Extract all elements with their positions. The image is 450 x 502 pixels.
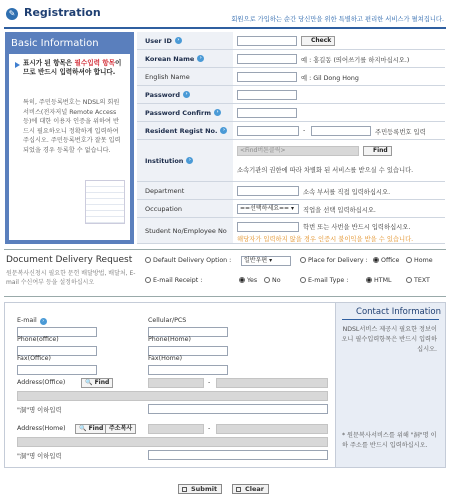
default-option-select[interactable]: 일반우편 ▾ [241,256,291,266]
department-hint: 소속 부서를 직접 입력하십시오. [303,189,391,196]
email-receipt-label: E-mail Receipt : [145,277,202,284]
office-zip-front-input[interactable] [148,378,204,388]
korean-name-input[interactable] [237,54,297,64]
student-no-hint: 학번 또는 사번을 반드시 입력하십시오. [303,224,411,231]
student-no-row [137,218,445,244]
divider [342,319,439,320]
office-zip-back-input[interactable] [216,378,328,388]
home-detail-label: "洞"명 이하입력 [17,453,62,460]
resident-no-hint: 주민등록번호 입력 [375,129,426,136]
place-home-radio[interactable]: Home [406,257,433,264]
student-no-input[interactable] [237,222,299,232]
checkbox-icon [236,487,241,492]
required-arrow-icon: › [220,127,227,134]
email-receipt-no-radio[interactable]: No [264,277,281,284]
email-receipt-yes-radio[interactable]: Yes [239,277,257,284]
required-arrow-icon: › [186,157,193,164]
required-arrow-icon: › [197,55,204,62]
occupation-select[interactable]: ==선택하세요== ▾ [237,204,299,214]
resident-no-front-input[interactable] [237,126,299,136]
resident-no-back-input[interactable] [311,126,371,136]
submit-button[interactable]: Submit [178,484,222,494]
email-type-label: E-mail Type : [300,277,348,284]
home-zip-front-input[interactable] [148,424,204,434]
english-name-input[interactable] [237,72,297,82]
password-label: Password [145,90,181,99]
korean-name-row [137,50,445,68]
address-home-label: Address(Home) [17,425,66,432]
password-input[interactable] [237,90,297,100]
password-confirm-input[interactable] [237,108,297,118]
basic-info-panel [5,32,134,244]
password-confirm-row [137,104,445,122]
page-title: Registration [24,6,101,19]
fax-home-input[interactable] [148,365,228,375]
institution-hint: 소속기관의 권한에 따라 차별화 된 서비스를 받으실 수 있습니다. [237,167,414,174]
page-tagline: 회원으로 가입하는 순간 당신만을 위한 특별하고 편리한 서비스가 펼쳐집니다. [231,16,444,23]
panel-body [9,54,130,240]
page-header [0,0,450,30]
institution-find-button[interactable]: Find [363,146,392,156]
occupation-row [137,200,445,218]
bullet-icon [300,257,306,263]
fax-office-label: Fax(Office) [17,355,51,362]
required-arrow-icon: › [183,91,190,98]
required-arrow-icon: › [175,37,182,44]
home-zip-back-input[interactable] [216,424,328,434]
bullet-icon [145,277,151,283]
fax-home-label: Fax(Home) [148,355,183,362]
email-type-text-radio[interactable]: TEXT [406,277,430,284]
user-id-row [137,32,445,50]
password-confirm-label: Password Confirm [145,108,211,117]
delivery-desc: 원문복사신청시 필요한 문헌 배달방법, 배달처, E-mail 수신여부 등을 설정하십시오 [6,270,136,286]
check-button[interactable]: Check [301,36,335,46]
contact-info-panel [335,303,445,467]
email-type-html-radio[interactable]: HTML [366,277,392,284]
home-detail-input[interactable] [148,450,328,460]
korean-name-hint: 예 : 홍길동 (띄어쓰기를 하지마십시오.) [301,57,410,64]
cellular-label: Cellular/PCS [148,317,187,324]
header-divider [4,27,446,29]
resident-no-label: Resident Regist No. [145,126,218,135]
resident-no-row [137,122,445,140]
phone-office-label: Phone(office) [17,336,59,343]
document-illustration-icon [85,180,125,224]
english-name-hint: 예 : Gil Dong Hong [301,75,359,82]
office-find-button[interactable]: 🔍 Find [81,378,113,388]
bullet-icon [145,257,151,263]
institution-label: Institution [145,156,184,165]
divider [4,249,446,250]
institution-input[interactable]: <Find버튼클릭> [237,146,359,156]
contact-section: E-mail › Cellular/PCS Phone(office) Phone(Home) Fax(Office) Fax(Home) Address(Office) 🔍 Find - "洞"명 이하입력 Address(Home) 🔍 Find 주소복사 - "洞"명 이하입력 Contact Information NDSL서비스 제공시 필요한 정보이오니 필수입력항목은 반드시 입력하십시오. * 원문복사서비스를 위해 "洞"명 이하 주소를 반드시 입력하십시오. [4,302,446,468]
student-no-label: Student No/Employee No [145,226,227,235]
default-option-label: Default Delivery Option : [145,257,231,264]
delivery-section [0,249,450,295]
checkbox-icon [182,487,187,492]
contact-title: Contact Information [356,307,441,317]
resident-no-dash: - [303,127,306,134]
arrow-icon [15,62,20,68]
english-name-row [137,68,445,86]
password-row [137,86,445,104]
english-name-label: English Name [145,72,190,81]
ssn-notice: 특히, 주민등록번호는 NDSL의 회원서비스(전자저널 Remote Access 등)에 대한 이용자 인증을 위하여 반드시 필요하오니 정확하게 입력하여 주십시오. 주민등록번호가 잘못 입력되었을 경우 등록할 수 없습니다. [23,99,121,154]
form-actions [0,484,450,496]
department-input[interactable] [237,186,299,196]
contact-message: NDSL서비스 제공시 필요한 정보이오니 필수입력항목은 반드시 입력하십시오. [341,326,437,353]
place-label: Place for Delivery : [300,257,368,264]
office-detail-label: "洞"명 이하입력 [17,407,62,414]
delivery-title: Document Delivery Request [6,255,133,265]
fax-office-input[interactable] [17,365,97,375]
korean-name-label: Korean Name [145,54,195,63]
department-row [137,182,445,200]
home-address-input[interactable] [17,437,328,447]
bullet-icon [300,277,306,283]
user-id-input[interactable] [237,36,297,46]
department-label: Department [145,186,185,195]
divider [4,296,446,297]
panel-title: Basic Information [11,38,99,49]
required-arrow-icon: › [214,109,221,116]
student-no-warning: 해당자가 입력하지 않을 경우 인증시 불이익을 받을 수 있습니다. [237,236,414,243]
institution-row [137,140,445,182]
user-id-label: User ID [145,36,172,45]
occupation-label: Occupation [145,204,182,213]
place-office-radio[interactable]: Office [373,257,399,264]
registration-icon: ✎ [6,8,18,20]
copy-address-button[interactable]: 주소복사 [105,424,136,434]
email-label: E-mail › [17,317,47,325]
address-office-label: Address(Office) [17,379,66,386]
home-find-button[interactable]: 🔍 Find [75,424,107,434]
clear-button[interactable]: Clear [232,484,269,494]
office-address-input[interactable] [17,391,328,401]
required-notice: 표시가 된 항목은 필수입력 항목이므로 반드시 입력하셔야 합니다. [23,59,122,76]
required-arrow-icon: › [40,318,47,325]
phone-home-label: Phone(Home) [148,336,192,343]
occupation-hint: 직업을 선택 입력하십시오. [303,207,376,214]
office-detail-input[interactable] [148,404,328,414]
address-note: * 원문복사서비스를 위해 "洞"명 이하 주소를 반드시 입력하십시오. [342,432,437,449]
